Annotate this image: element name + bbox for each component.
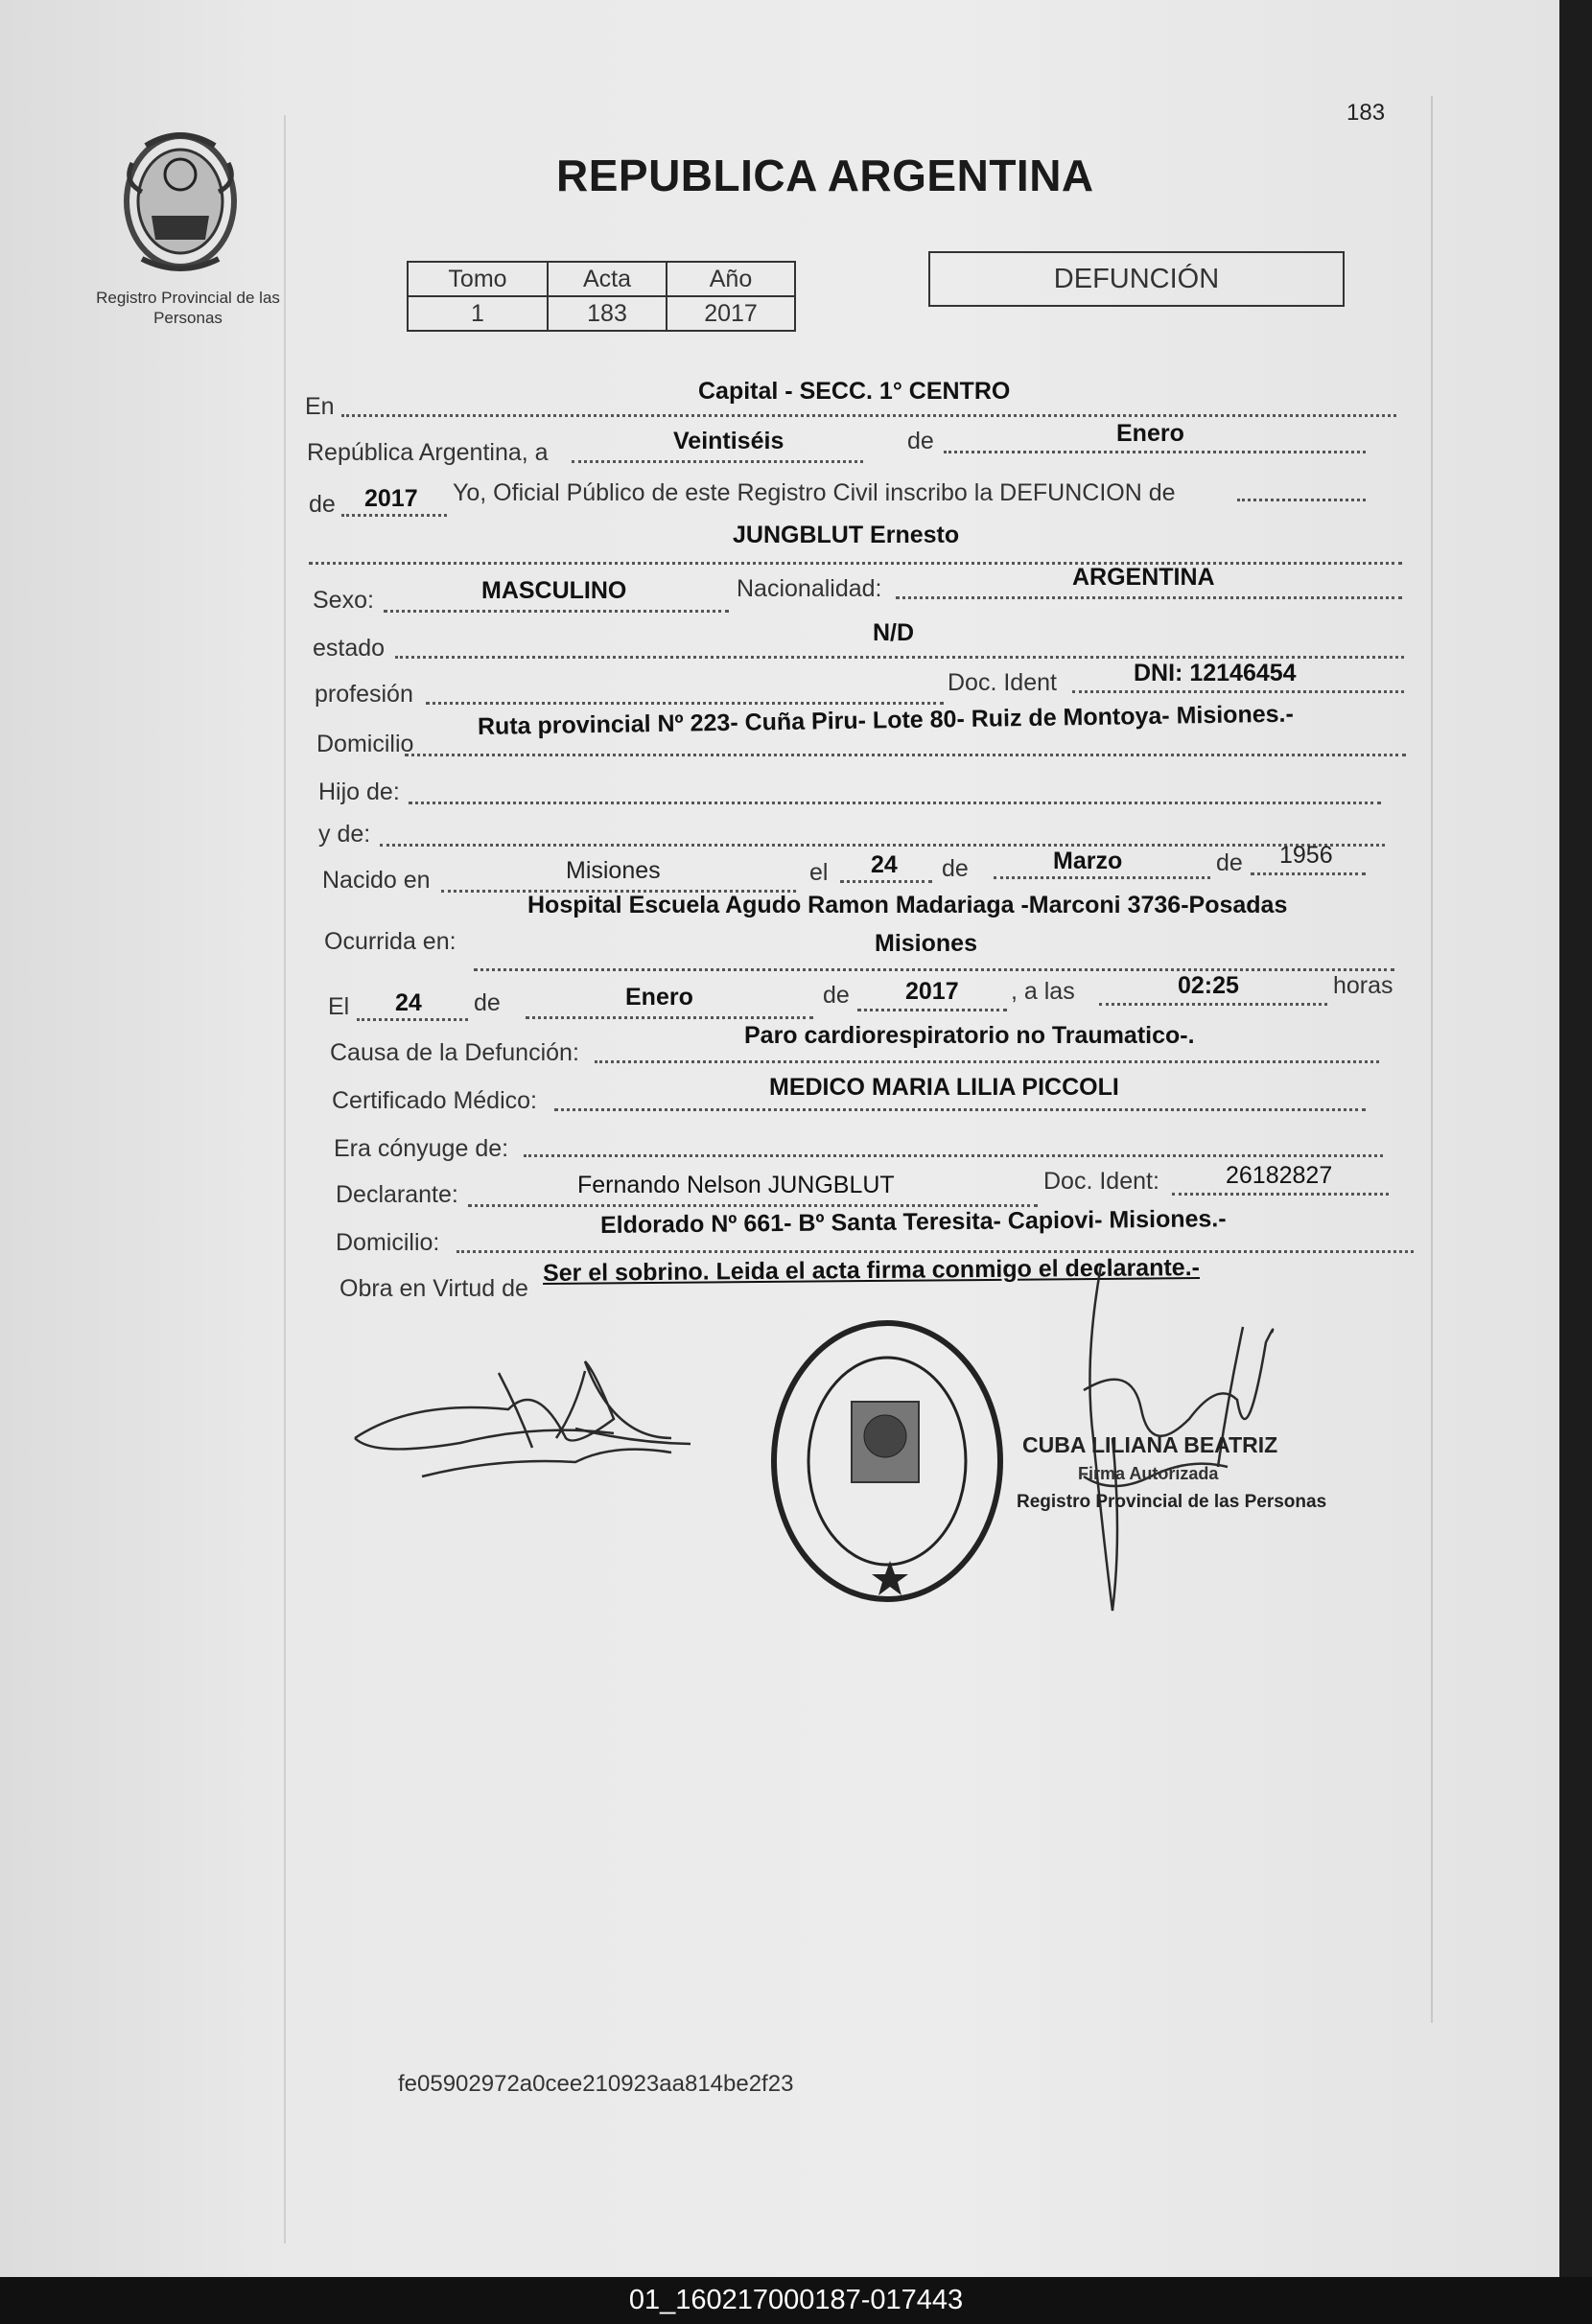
declarant-signature (355, 1361, 691, 1476)
label-nacido-en: Nacido en (322, 867, 431, 894)
label-a-las: , a las (1011, 978, 1075, 1005)
label-yo-oficial: Yo, Oficial Público de este Registro Civil inscribo la DEFUNCION de (453, 479, 1176, 506)
value-estado: N/D (873, 619, 915, 646)
label-de: de (823, 982, 850, 1009)
label-nacionalidad: Nacionalidad: (737, 575, 882, 602)
label-domicilio-declarante: Domicilio: (336, 1229, 440, 1256)
label-certificado: Certificado Médico: (332, 1087, 537, 1114)
label-ocurrida-en: Ocurrida en: (324, 928, 457, 955)
label-conyuge: Era cónyuge de: (334, 1135, 509, 1162)
ref-header-acta: Acta (548, 262, 667, 296)
label-y-de: y de: (318, 821, 371, 848)
value-def-mes: Enero (625, 984, 693, 1011)
label-el: el (809, 859, 829, 886)
value-domicilio: Ruta provincial Nº 223- Cuña Piru- Lote 80- Ruiz de Montoya- Misiones.- (477, 700, 1295, 740)
stamp-icon (774, 1323, 1000, 1599)
label-de: de (309, 491, 336, 518)
label-causa: Causa de la Defunción: (330, 1039, 579, 1066)
value-certificado: MEDICO MARIA LILIA PICCOLI (769, 1074, 1119, 1101)
label-de: de (1216, 849, 1243, 876)
value-doc-ident: DNI: 12146454 (1134, 660, 1297, 686)
ref-value-acta: 183 (548, 296, 667, 331)
label-horas: horas (1333, 972, 1393, 999)
value-dia-letras: Veintiséis (673, 428, 784, 454)
value-nac-dia: 24 (871, 851, 898, 878)
label-sexo: Sexo: (313, 587, 374, 614)
value-obra: Ser el sobrino. Leida el acta firma conmigo el declarante.- (542, 1254, 1201, 1287)
label-de: de (942, 855, 969, 882)
value-mes: Enero (1116, 420, 1184, 447)
label-hijo-de: Hijo de: (318, 779, 400, 805)
label-domicilio: Domicilio (316, 731, 414, 757)
value-nacionalidad: ARGENTINA (1072, 564, 1215, 591)
label-obra: Obra en Virtud de (339, 1275, 528, 1302)
ref-value-anio: 2017 (667, 296, 795, 331)
value-nac-mes: Marzo (1053, 848, 1123, 874)
label-el-def: El (328, 993, 350, 1020)
value-sexo: MASCULINO (481, 577, 627, 604)
value-causa: Paro cardiorespiratorio no Traumatico-. (744, 1022, 1195, 1049)
label-declarante: Declarante: (336, 1181, 458, 1208)
value-def-anio: 2017 (905, 978, 959, 1005)
value-def-hora: 02:25 (1178, 972, 1239, 999)
document-hash: fe05902972a0cee210923aa814be2f23 (398, 2071, 794, 2097)
value-lugar: Capital - SECC. 1° CENTRO (698, 378, 1011, 405)
label-estado: estado (313, 635, 386, 662)
label-doc-ident: Doc. Ident (948, 669, 1057, 696)
value-nacido-en: Misiones (566, 857, 661, 884)
value-ocurrida-linea2: Misiones (875, 930, 977, 957)
registry-name: Registro Provincial de las Personas (96, 289, 280, 327)
label-profesion: profesión (315, 681, 413, 708)
value-ocurrida-linea1: Hospital Escuela Agudo Ramon Madariaga -Marconi 3736-Posadas (527, 892, 1288, 918)
label-de: de (907, 428, 934, 454)
value-declarante-domicilio: Eldorado Nº 661- Bº Santa Teresita- Capiovi- Misiones.- (599, 1205, 1227, 1239)
official-role: Firma Autorizada (1078, 1464, 1219, 1483)
page-number: 183 (1346, 100, 1386, 126)
label-republica: República Argentina, a (307, 439, 549, 466)
ref-header-anio: Año (667, 262, 795, 296)
value-def-dia: 24 (395, 989, 422, 1016)
document-type-box: DEFUNCIÓN (928, 251, 1345, 307)
official-name: CUBA LILIANA BEATRIZ (1022, 1432, 1278, 1457)
scan-footer-id: 01_160217000187-017443 (0, 2277, 1592, 2324)
official-registry: Registro Provincial de las Personas (1017, 1492, 1327, 1512)
value-fallecido: JUNGBLUT Ernesto (733, 522, 960, 548)
label-en: En (305, 393, 335, 420)
document-title: REPUBLICA ARGENTINA (556, 151, 1094, 200)
value-nac-anio: 1956 (1279, 842, 1333, 869)
value-declarante: Fernando Nelson JUNGBLUT (577, 1172, 895, 1198)
ref-header-tomo: Tomo (408, 262, 548, 296)
label-de: de (474, 989, 501, 1016)
value-anio: 2017 (364, 485, 418, 512)
label-doc-ident-declarante: Doc. Ident: (1043, 1168, 1159, 1195)
value-declarante-doc: 26182827 (1226, 1162, 1333, 1189)
ref-value-tomo: 1 (408, 296, 548, 331)
